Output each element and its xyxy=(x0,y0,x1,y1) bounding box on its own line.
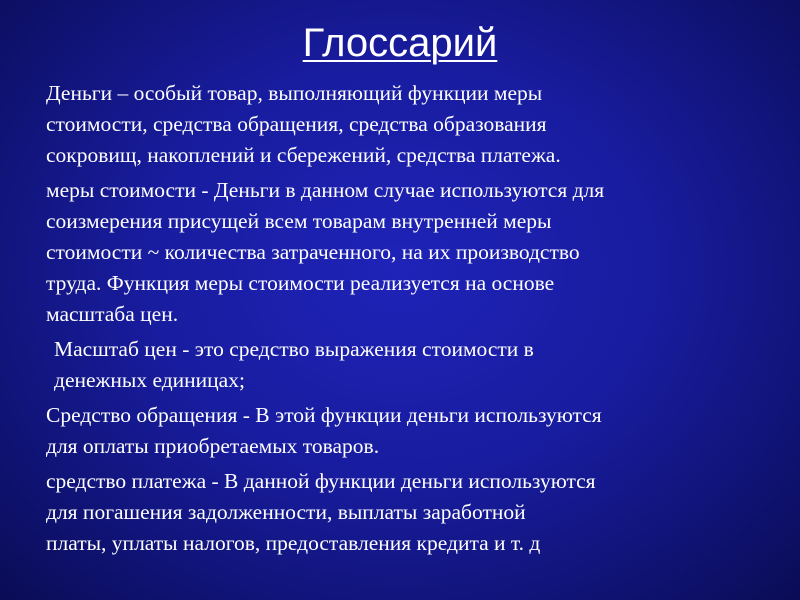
text-line: масштаба цен. xyxy=(46,302,179,326)
glossary-content xyxy=(46,78,762,559)
glossary-entry-price-scale xyxy=(46,334,762,396)
glossary-entry-money xyxy=(46,78,762,171)
text-line: соизмерения присущей всем товарам внутренней меры xyxy=(46,209,552,233)
glossary-entry-medium-of-exchange xyxy=(46,400,762,462)
text-line: Деньги – особый товар, выполняющий функции меры xyxy=(46,81,543,105)
text-line: труда. Функция меры стоимости реализуется на основе xyxy=(46,271,555,295)
text-line: средство платежа - В данной функции деньги используются xyxy=(46,469,596,493)
slide-title: Глоссарий xyxy=(302,21,498,65)
text-line: стоимости ~ количества затраченного, на их производство xyxy=(46,240,580,264)
text-line: Средство обращения - В этой функции деньги используются xyxy=(46,403,602,427)
text-line: меры стоимости - Деньги в данном случае используются для xyxy=(46,178,605,202)
glossary-entry-means-of-payment xyxy=(46,466,762,559)
text-line: для погашения задолженности, выплаты заработной xyxy=(46,500,526,524)
text-line: стоимости, средства обращения, средства образования xyxy=(46,112,547,136)
glossary-entry-measure-of-value xyxy=(46,175,762,330)
text-line: Масштаб цен - это средство выражения стоимости в xyxy=(54,337,534,361)
text-line: для оплаты приобретаемых товаров. xyxy=(46,434,380,458)
text-line: платы, уплаты налогов, предоставления кредита и т. д xyxy=(46,531,541,555)
text-line: денежных единицах; xyxy=(54,368,245,392)
text-line: сокровищ, накоплений и сбережений, средства платежа. xyxy=(46,143,561,167)
